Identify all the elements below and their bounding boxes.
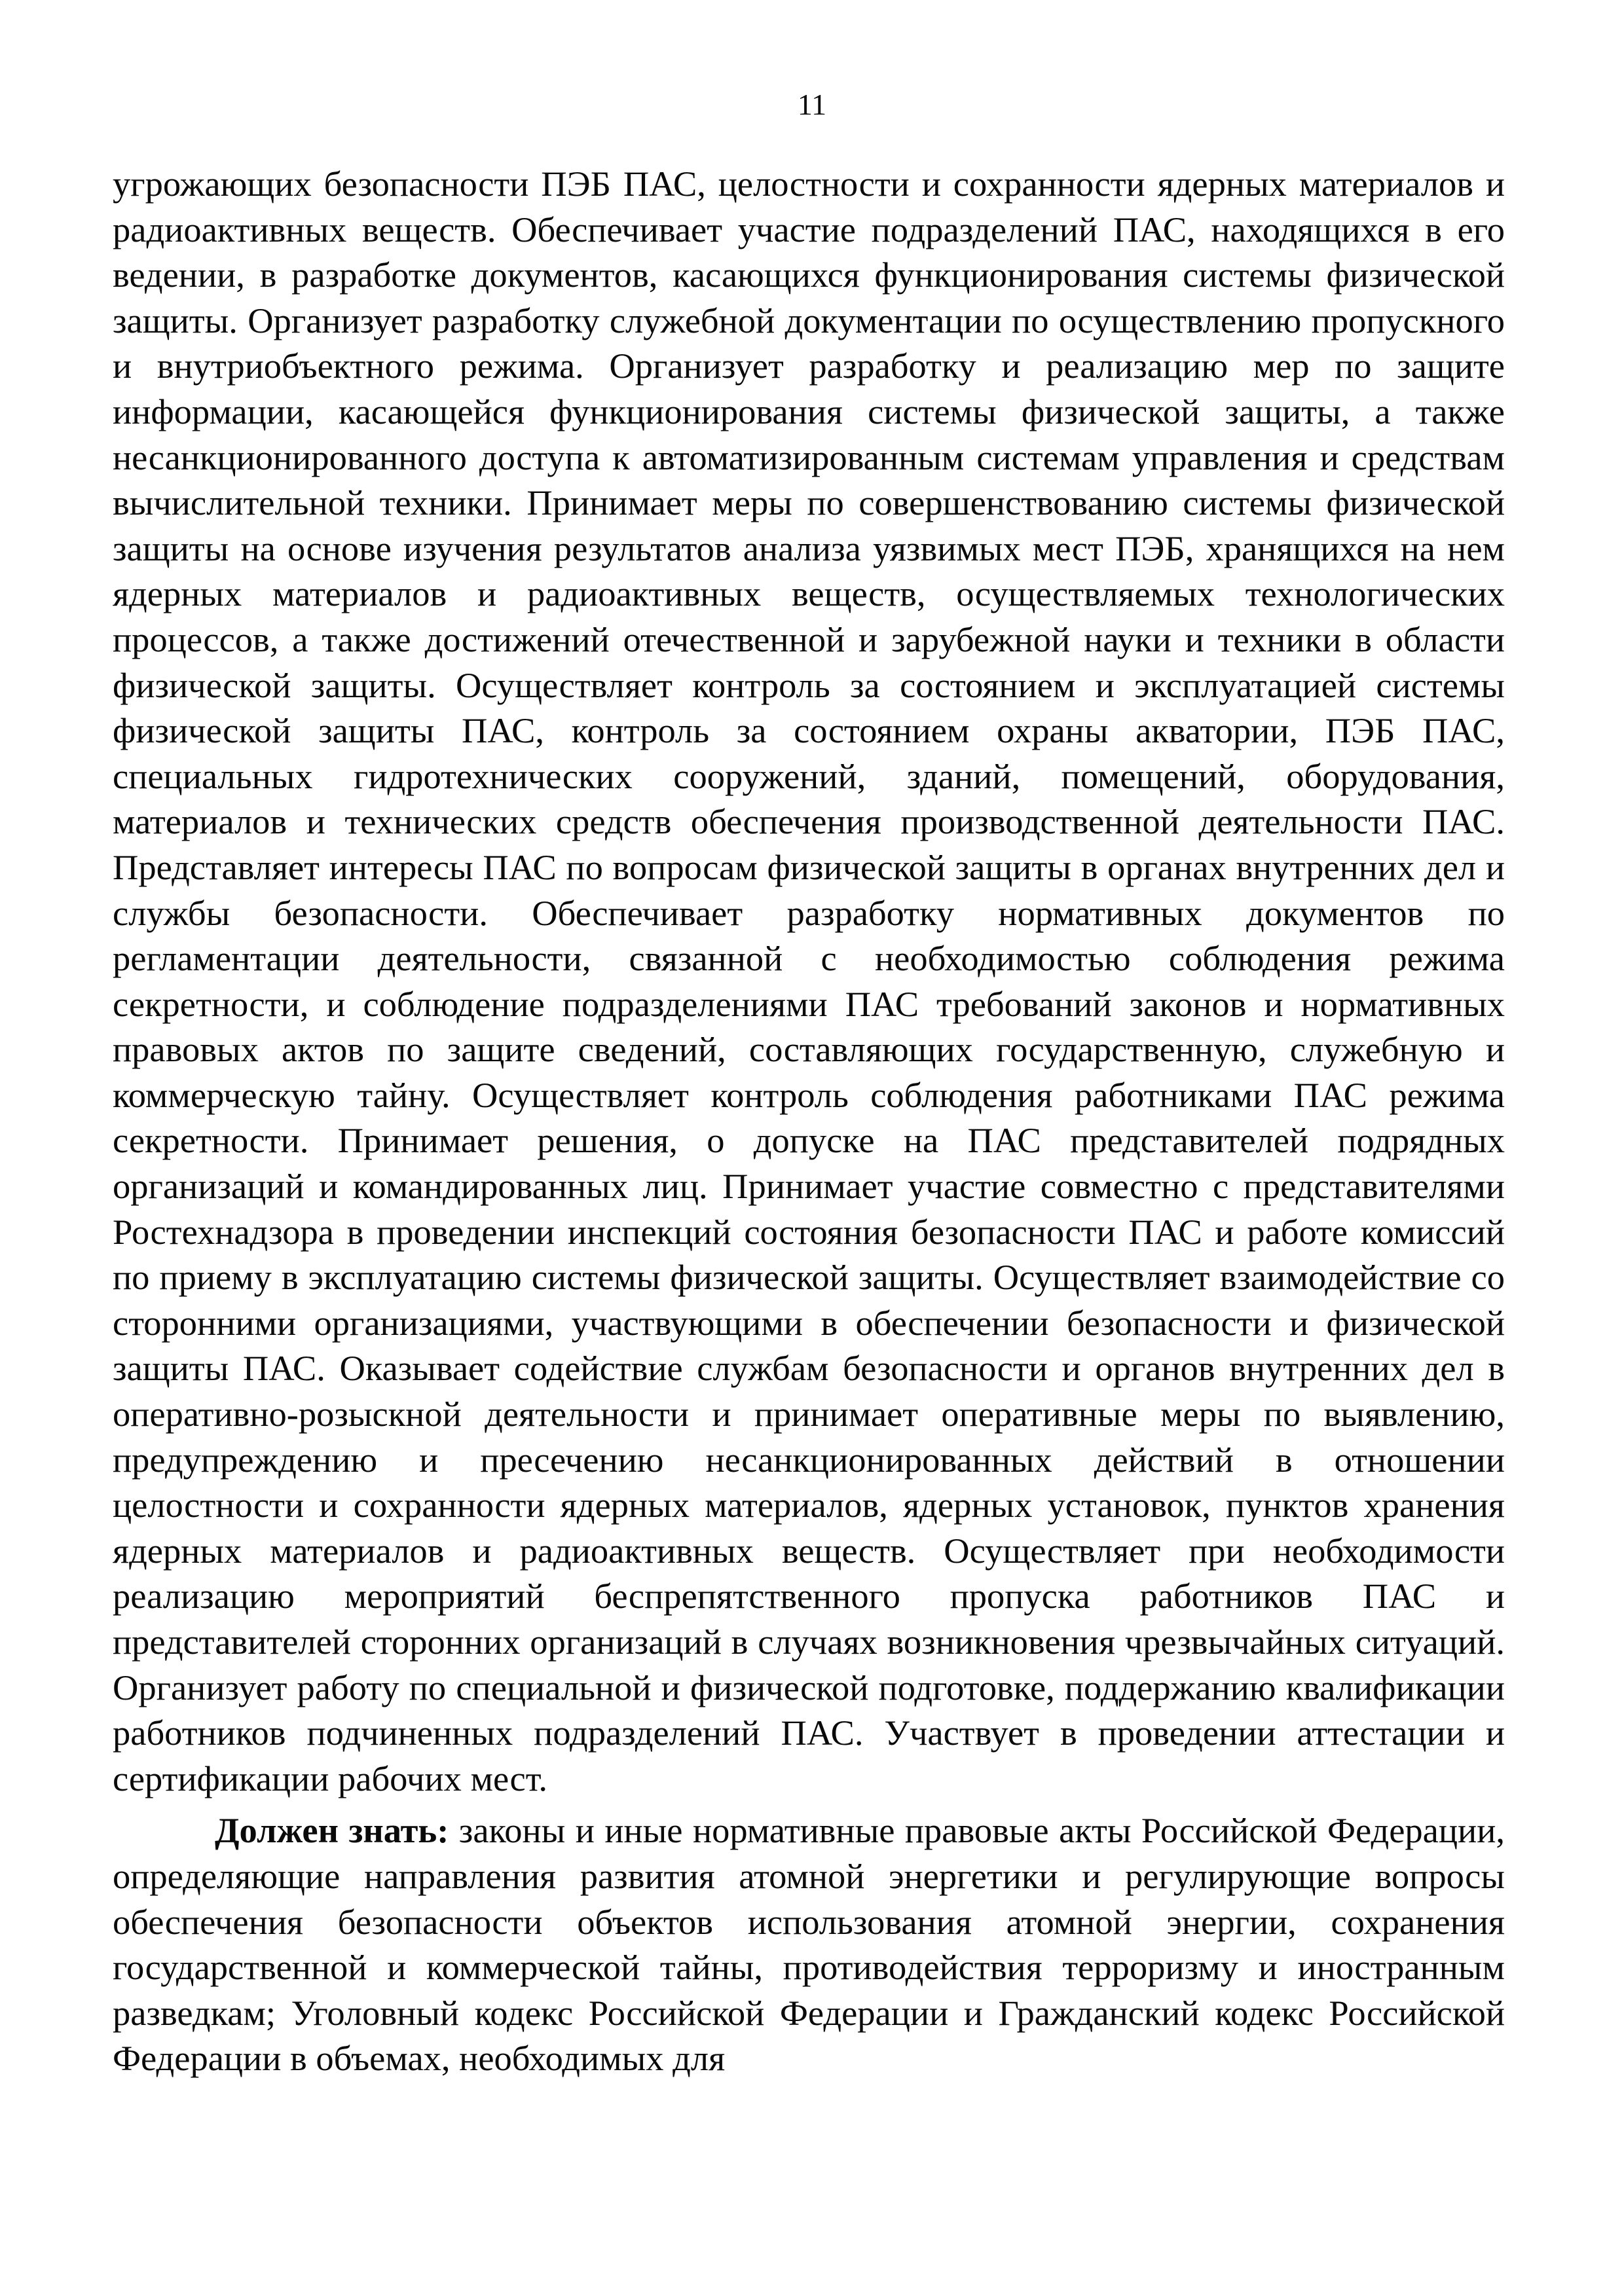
must-know-text: законы и иные нормативные правовые акты Российской Федерации, определяющие направления развития атомной энергетики и регулирующие вопросы обеспечения безопасности объектов использования атомной энергии, сохранения государственной и коммерческой тайны, противодействия терроризму и иностранным разведкам; Уголовный кодекс Российской Федерации и Гражданский кодекс Российской Федерации в объемах, необходимых для <box>113 1810 1505 2079</box>
paragraph-must-know <box>113 1808 1505 2081</box>
page-number: 11 <box>797 88 827 121</box>
must-know-heading: Должен знать: <box>215 1810 449 1851</box>
paragraph-duties: угрожающих безопасности ПЭБ ПАС, целостности и сохранности ядерных материалов и радиоактивных веществ. Обеспечивает участие подразделений ПАС, находящихся в его ведении, в разработке документов, касающихся функционирования системы физической защиты. Организует разработку служебной документации по осуществлению пропускного и внутриобъектного режима. Организует разработку и реализацию мер по защите информации, касающейся функционирования системы физической защиты, а также несанкционированного доступа к автоматизированным системам управления и средствам вычислительной техники. Принимает меры по совершенствованию системы физической защиты на основе изучения результатов анализа уязвимых мест ПЭБ, хранящихся на нем ядерных материалов и радиоактивных веществ, осуществляемых технологических процессов, а также достижений отечественной и зарубежной науки и техники в области физической защиты. Осуществляет контроль за состоянием и эксплуатацией системы физической защиты ПАС, контроль за состоянием охраны акватории, ПЭБ ПАС, специальных гидротехнических сооружений, зданий, помещений, оборудования, материалов и технических средств обеспечения производственной деятельности ПАС. Представляет интересы ПАС по вопросам физической защиты в органах внутренних дел и службы безопасности. Обеспечивает разработку нормативных документов по регламентации деятельности, связанной с необходимостью соблюдения режима секретности, и соблюдение подразделениями ПАС требований законов и нормативных правовых актов по защите сведений, составляющих государственную, служебную и коммерческую тайну. Осуществляет контроль соблюдения работниками ПАС режима секретности. Принимает решения, о допуске на ПАС представителей подрядных организаций и командированных лиц. Принимает участие совместно с представителями Ростехнадзора в проведении инспекций состояния безопасности ПАС и работе комиссий по приему в эксплуатацию системы физической защиты. Осуществляет взаимодействие со сторонними организациями, участвующими в обеспечении безопасности и физической защиты ПАС. Оказывает содействие службам безопасности и органов внутренних дел в оперативно-розыскной деятельности и принимает оперативные меры по выявлению, предупреждению и пресечению несанкционированных действий в отношении целостности и сохранности ядерных материалов, ядерных установок, пунктов хранения ядерных материалов и радиоактивных веществ. Осуществляет при необходимости реализацию мероприятий беспрепятственного пропуска работников ПАС и представителей сторонних организаций в случаях возникновения чрезвычайных ситуаций. Организует работу по специальной и физической подготовке, поддержанию квалификации работников подчиненных подразделений ПАС. Участвует в проведении аттестации и сертификации рабочих мест. <box>113 164 1505 1798</box>
document-body <box>113 161 1505 2081</box>
